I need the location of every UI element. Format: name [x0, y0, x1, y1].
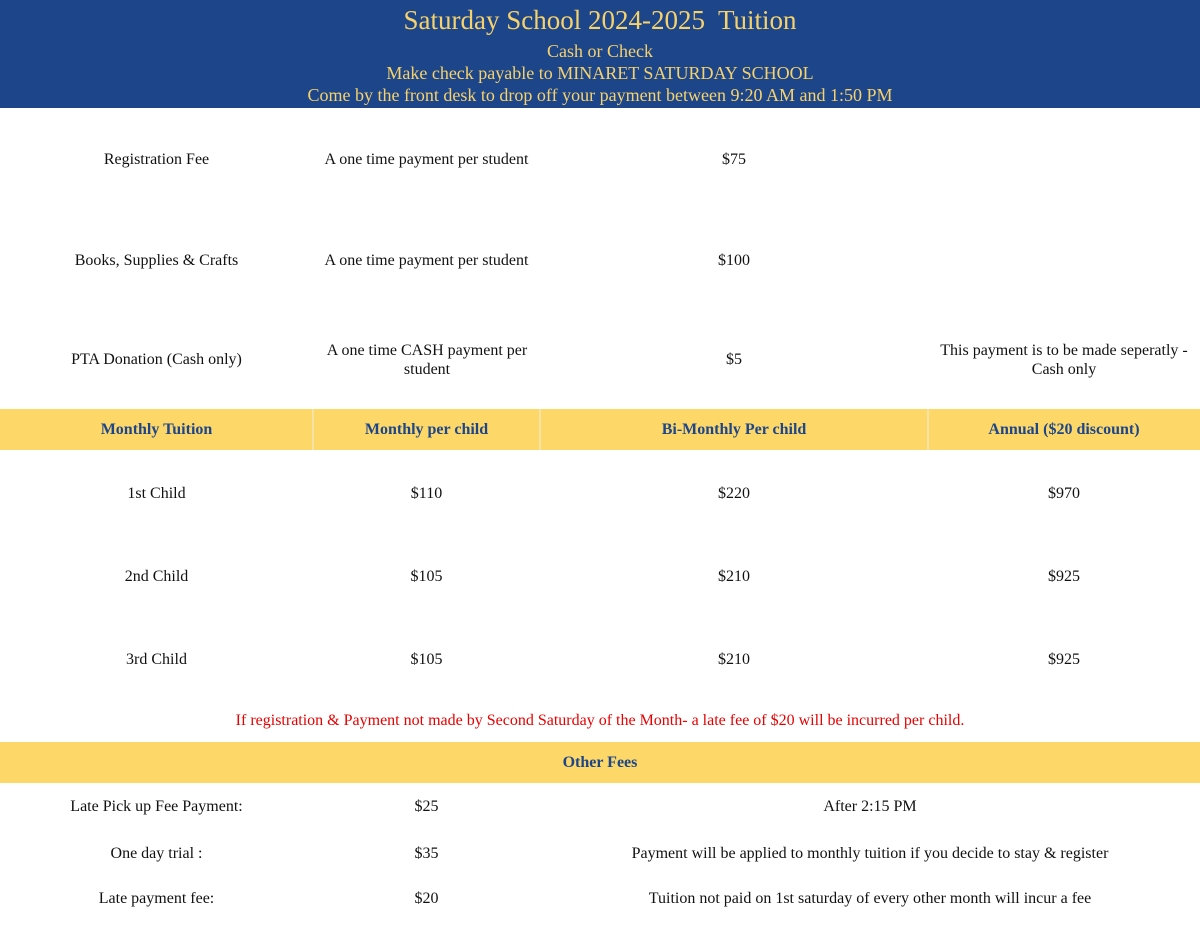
- tuition-header-band: [0, 409, 1200, 450]
- fee-note: This payment is to be made seperatly - Cash only: [940, 342, 1188, 378]
- annual-value: $970: [1048, 485, 1080, 502]
- page-header: [0, 0, 1200, 108]
- fee-description: A one time payment per student: [324, 252, 529, 269]
- monthly-value: $105: [410, 568, 443, 585]
- other-fee-amount: $20: [414, 890, 439, 907]
- bimonthly-col-header: Bi-Monthly Per child: [661, 421, 807, 438]
- other-fee-name: Late payment fee:: [98, 890, 215, 907]
- fee-description: A one time payment per student: [324, 151, 529, 168]
- bimonthly-value: $220: [718, 485, 750, 502]
- fee-name: Books, Supplies & Crafts: [74, 252, 239, 269]
- other-fees-band: [0, 742, 1200, 783]
- fee-description: A one time CASH payment per student: [326, 342, 528, 378]
- child-label: 1st Child: [127, 485, 186, 502]
- bimonthly-value: $210: [718, 568, 750, 585]
- annual-value: $925: [1048, 568, 1080, 585]
- other-fee-amount: $35: [414, 845, 439, 862]
- bimonthly-value: $210: [718, 651, 750, 668]
- fee-amount: $100: [718, 252, 750, 269]
- other-fee-name: One day trial :: [110, 845, 203, 862]
- other-fee-amount: $25: [414, 798, 439, 815]
- monthly-col-header: Monthly per child: [364, 421, 489, 438]
- other-fee-note: Payment will be applied to monthly tuition if you decide to stay & register: [631, 845, 1109, 862]
- page-title: Saturday School 2024-2025 Tuition: [403, 5, 797, 35]
- fee-name: Registration Fee: [103, 151, 210, 168]
- other-fee-name: Late Pick up Fee Payment:: [70, 798, 243, 815]
- annual-col-header: Annual ($20 discount): [988, 421, 1140, 438]
- monthly-value: $110: [410, 485, 443, 502]
- other-fee-note: After 2:15 PM: [823, 798, 917, 815]
- fee-amount: $75: [722, 151, 746, 168]
- drop-off-text: Come by the front desk to drop off your payment between 9:20 AM and 1:50 PM: [307, 85, 893, 105]
- late-fee-notice: If registration & Payment not made by Second Saturday of the Month- a late fee of $20 will be incurred per child.: [235, 712, 965, 729]
- tuition-col-header: Monthly Tuition: [100, 421, 213, 438]
- check-payable-text: Make check payable to MINARET SATURDAY SCHOOL: [386, 63, 814, 83]
- other-fees-header: Other Fees: [562, 754, 638, 771]
- child-label: 3rd Child: [126, 651, 187, 668]
- monthly-value: $105: [410, 651, 443, 668]
- payment-methods-text: Cash or Check: [547, 41, 653, 61]
- other-fee-note: Tuition not paid on 1st saturday of every other month will incur a fee: [648, 890, 1092, 907]
- fee-name: PTA Donation (Cash only): [71, 351, 242, 368]
- annual-value: $925: [1048, 651, 1080, 668]
- child-label: 2nd Child: [124, 568, 189, 585]
- fee-amount: $5: [726, 351, 742, 368]
